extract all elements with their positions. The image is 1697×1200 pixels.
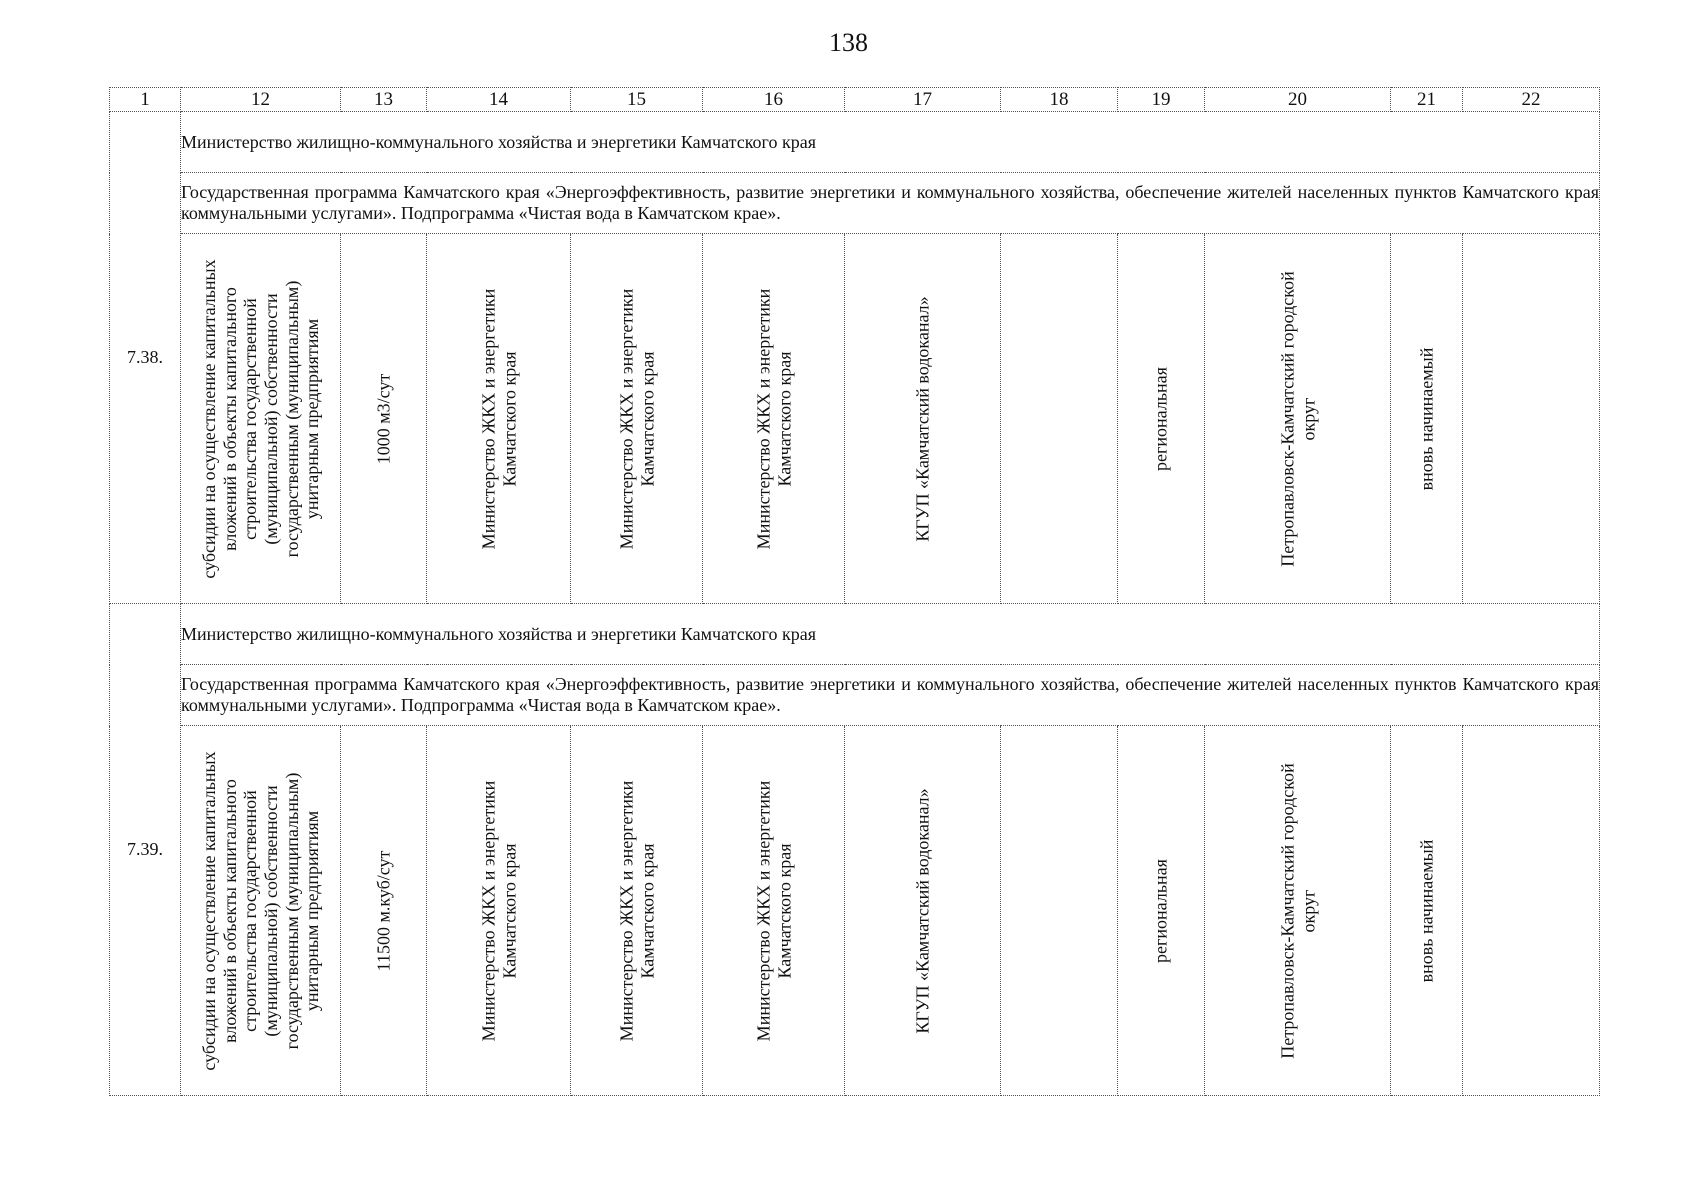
department-name: Министерство жилищно-коммунального хозяйства и энергетики Камчатского края bbox=[181, 112, 1600, 173]
column-header: 16 bbox=[703, 88, 845, 112]
table-row bbox=[110, 726, 1600, 1096]
column-header: 12 bbox=[181, 88, 341, 112]
cell-col-21 bbox=[1391, 234, 1463, 604]
column-header: 17 bbox=[845, 88, 1001, 112]
developer: Министерство ЖКХ и энергетики Камчатского края bbox=[615, 780, 657, 1041]
table-row bbox=[110, 234, 1600, 604]
program-name: Государственная программа Камчатского края «Энергоэффективность, развитие энергетики и коммунального хозяйства, обеспечение жителей населенных пунктов Камчатского края коммунальными услугами». Подпрограмма «Чистая вода в Камчатском крае». bbox=[181, 665, 1600, 726]
column-header: 18 bbox=[1001, 88, 1118, 112]
column-header: 20 bbox=[1205, 88, 1391, 112]
column-header: 22 bbox=[1463, 88, 1600, 112]
cell-col-15 bbox=[571, 726, 703, 1096]
cell-col-21 bbox=[1391, 726, 1463, 1096]
subsidy-description: субсидии на осуществление капитальных вложений в объекты капитального строительства государственной (муниципальной) собственности государственным (муниципальным) унитарным предприятиям bbox=[198, 258, 322, 579]
location: Петропавловск-Камчатский городской округ bbox=[1276, 270, 1318, 567]
cell-col-14 bbox=[427, 234, 571, 604]
row-number: 7.38. bbox=[110, 112, 181, 604]
subsidy-description: субсидии на осуществление капитальных вложений в объекты капитального строительства государственной (муниципальной) собственности государственным (муниципальным) унитарным предприятиям bbox=[198, 750, 322, 1071]
cell-col-15 bbox=[571, 234, 703, 604]
table-row bbox=[110, 665, 1600, 726]
program-name: Государственная программа Камчатского края «Энергоэффективность, развитие энергетики и коммунального хозяйства, обеспечение жителей населенных пунктов Камчатского края коммунальными услугами». Подпрограмма «Чистая вода в Камчатском крае». bbox=[181, 173, 1600, 234]
investment-table bbox=[109, 87, 1600, 1096]
cell-col-13 bbox=[341, 234, 427, 604]
cell-col-19 bbox=[1118, 234, 1205, 604]
customer: Министерство ЖКХ и энергетики Камчатского края bbox=[477, 780, 519, 1041]
column-header: 1 bbox=[110, 88, 181, 112]
responsible: Министерство ЖКХ и энергетики Камчатского края bbox=[752, 288, 794, 549]
recipient: КГУП «Камчатский водоканал» bbox=[912, 787, 933, 1034]
column-header: 13 bbox=[341, 88, 427, 112]
cell-col-19 bbox=[1118, 726, 1205, 1096]
object-status: вновь начинаемый bbox=[1416, 839, 1437, 982]
column-header: 19 bbox=[1118, 88, 1205, 112]
ownership-level: региональная bbox=[1150, 858, 1171, 963]
recipient: КГУП «Камчатский водоканал» bbox=[912, 295, 933, 542]
cell-col-22 bbox=[1463, 726, 1600, 1096]
cell-col-12 bbox=[181, 726, 341, 1096]
table-row bbox=[110, 173, 1600, 234]
cell-col-20 bbox=[1205, 726, 1391, 1096]
cell-col-13 bbox=[341, 726, 427, 1096]
column-header: 21 bbox=[1391, 88, 1463, 112]
table-row bbox=[110, 112, 1600, 173]
capacity: 11500 м.куб/сут bbox=[373, 850, 394, 971]
cell-col-16 bbox=[703, 234, 845, 604]
responsible: Министерство ЖКХ и энергетики Камчатского края bbox=[752, 780, 794, 1041]
department-name: Министерство жилищно-коммунального хозяйства и энергетики Камчатского края bbox=[181, 604, 1600, 665]
cell-col-16 bbox=[703, 726, 845, 1096]
cell-col-14 bbox=[427, 726, 571, 1096]
row-number: 7.39. bbox=[110, 604, 181, 1096]
cell-col-18 bbox=[1001, 726, 1118, 1096]
cell-col-18 bbox=[1001, 234, 1118, 604]
developer: Министерство ЖКХ и энергетики Камчатского края bbox=[615, 288, 657, 549]
ownership-level: региональная bbox=[1150, 366, 1171, 471]
cell-col-17 bbox=[845, 726, 1001, 1096]
cell-col-12 bbox=[181, 234, 341, 604]
column-header: 14 bbox=[427, 88, 571, 112]
column-number-header bbox=[110, 88, 1600, 112]
customer: Министерство ЖКХ и энергетики Камчатского края bbox=[477, 288, 519, 549]
cell-col-20 bbox=[1205, 234, 1391, 604]
capacity: 1000 м3/сут bbox=[373, 373, 394, 464]
page-number: 138 bbox=[829, 28, 868, 57]
location: Петропавловск-Камчатский городской округ bbox=[1276, 762, 1318, 1059]
object-status: вновь начинаемый bbox=[1416, 347, 1437, 490]
table-row bbox=[110, 604, 1600, 665]
column-header: 15 bbox=[571, 88, 703, 112]
cell-col-22 bbox=[1463, 234, 1600, 604]
cell-col-17 bbox=[845, 234, 1001, 604]
